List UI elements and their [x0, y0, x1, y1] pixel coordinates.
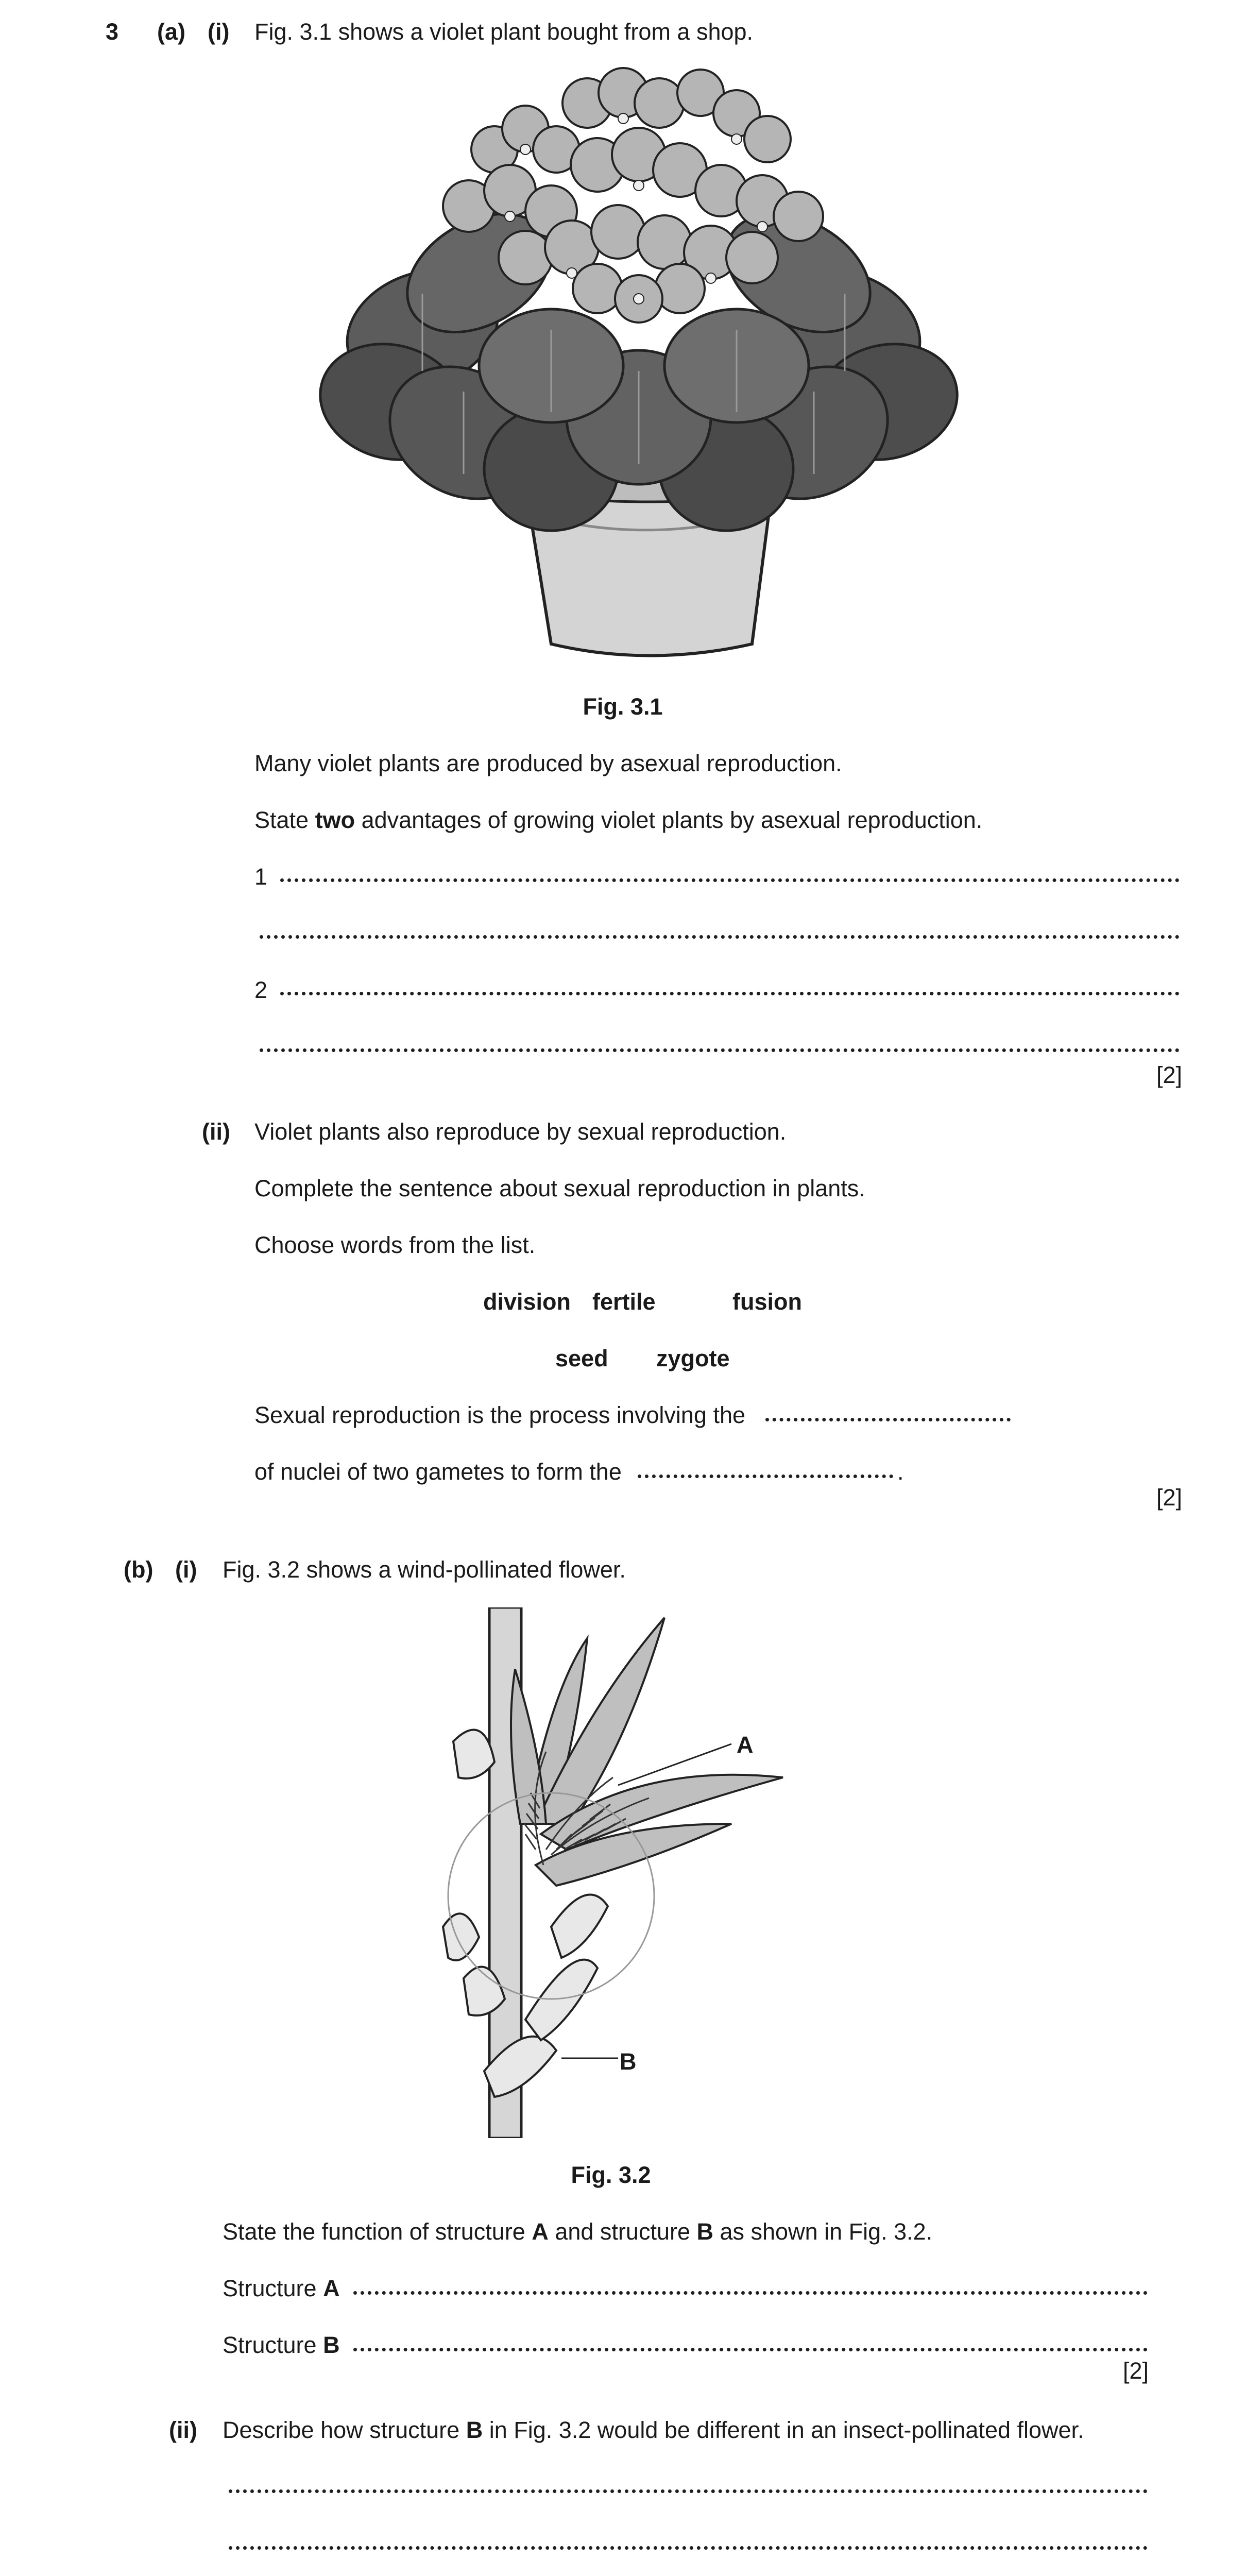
part-a-ii-text3: Choose words from the list.: [254, 1232, 536, 1258]
answer-line[interactable]: [260, 935, 1180, 939]
sentence-period: .: [897, 1459, 904, 1485]
sentence-part-2: of nuclei of two gametes to form the: [254, 1459, 622, 1485]
answer-line[interactable]: [260, 1048, 1180, 1052]
part-b-i-label: (i): [175, 1556, 197, 1583]
answer-line-1-number: 1: [254, 863, 268, 890]
part-a-i-label: (i): [208, 19, 230, 45]
answer-line[interactable]: [229, 2546, 1148, 2550]
answer-line[interactable]: [280, 992, 1180, 995]
part-b-ii-label: (ii): [169, 2417, 197, 2443]
structure-b-label: Structure B: [223, 2332, 340, 2358]
answer-line[interactable]: [280, 878, 1180, 882]
question-number: 3: [106, 19, 119, 45]
part-a-i-question: State two advantages of growing violet plants by asexual reproduction.: [254, 807, 983, 833]
part-b-i-question: State the function of structure A and structure B as shown in Fig. 3.2.: [223, 2218, 933, 2245]
answer-line[interactable]: [353, 2291, 1148, 2295]
fig-3-2-caption: Fig. 3.2: [571, 2162, 651, 2188]
sentence-part-1: Sexual reproduction is the process involving the: [254, 1402, 746, 1428]
marks-a-i: [2]: [1156, 1062, 1182, 1088]
structure-a-label: Structure A: [223, 2275, 340, 2301]
part-b-label: (b): [124, 1556, 153, 1583]
answer-line[interactable]: [353, 2348, 1148, 2351]
part-a-ii-label: (ii): [202, 1118, 230, 1145]
word-option: zygote: [656, 1345, 730, 1371]
label-b: B: [620, 2048, 637, 2075]
part-a-ii-text2: Complete the sentence about sexual reproduction in plants.: [254, 1175, 865, 1201]
blank-field-1[interactable]: [765, 1418, 1011, 1421]
blank-field-2[interactable]: [638, 1475, 893, 1478]
word-option: fertile: [592, 1289, 656, 1315]
label-a: A: [737, 1732, 754, 1758]
violet-plant-figure: [309, 62, 979, 670]
part-a-ii-text1: Violet plants also reproduce by sexual reproduction.: [254, 1118, 787, 1145]
answer-line-2-number: 2: [254, 977, 268, 1003]
answer-line[interactable]: [229, 2489, 1148, 2493]
part-b-ii-question: Describe how structure B in Fig. 3.2 would be different in an insect-pollinated flower.: [223, 2417, 1084, 2443]
part-b-i-intro: Fig. 3.2 shows a wind-pollinated flower.: [223, 1556, 626, 1583]
marks-b-i: [2]: [1122, 2358, 1149, 2384]
part-a-i-text1: Many violet plants are produced by asexual reproduction.: [254, 750, 842, 776]
part-a-label: (a): [157, 19, 185, 45]
word-option: seed: [555, 1345, 608, 1371]
word-option: fusion: [732, 1289, 802, 1315]
word-option: division: [483, 1289, 571, 1315]
fig-3-1-caption: Fig. 3.1: [583, 693, 663, 720]
marks-a-ii: [2]: [1156, 1484, 1182, 1511]
part-a-i-intro: Fig. 3.1 shows a violet plant bought from a shop.: [254, 19, 754, 45]
